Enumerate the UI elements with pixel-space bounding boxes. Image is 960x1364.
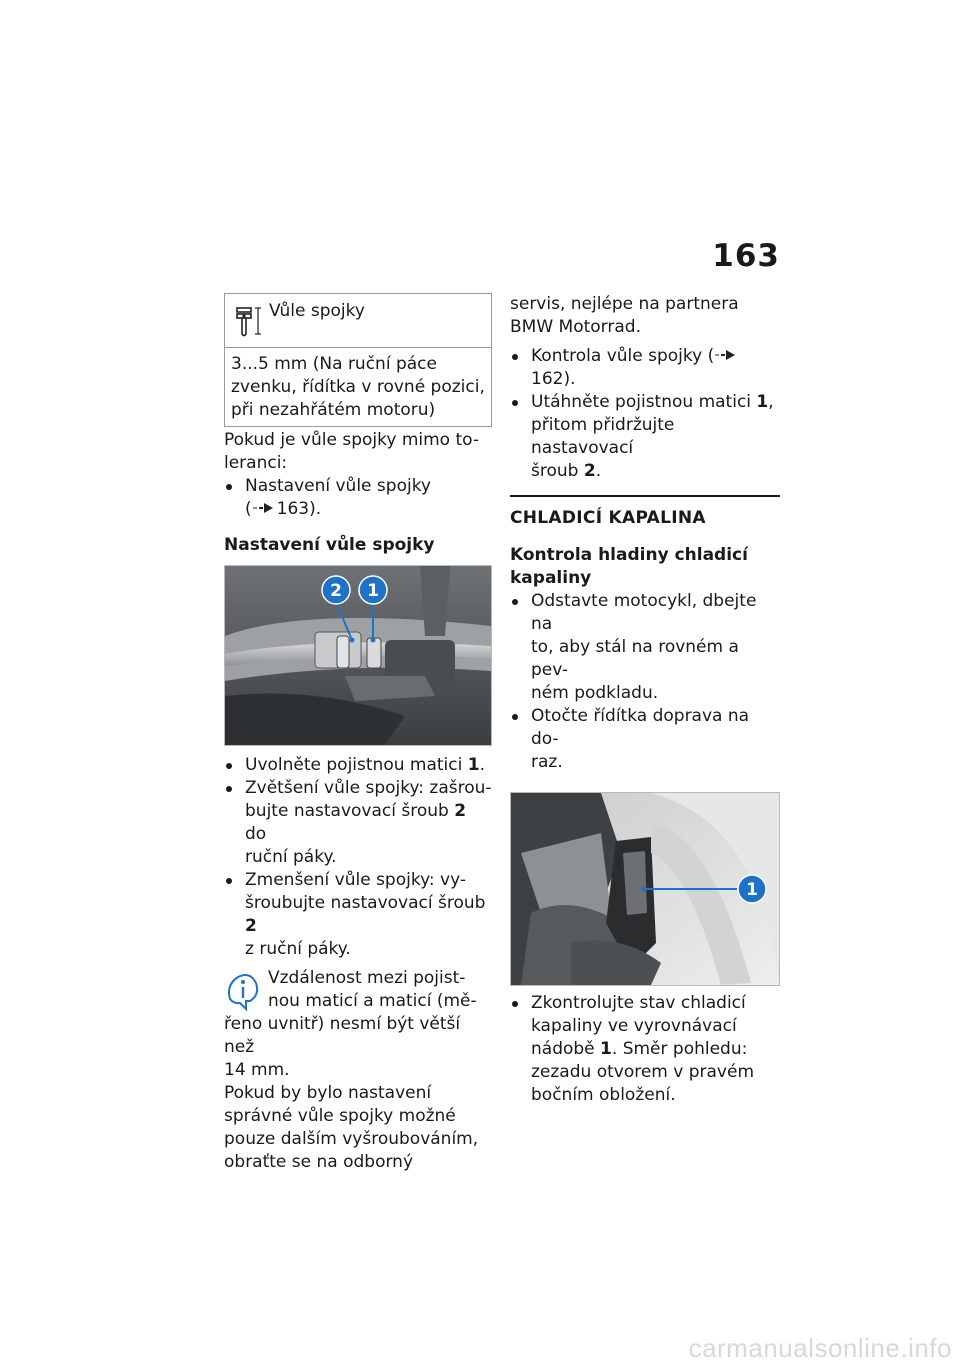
- continuation-text: [510, 293, 780, 339]
- list-item-text: Otočte řídítka doprava na do-: [531, 706, 750, 749]
- list-item-text: bočním obložení.: [531, 1085, 676, 1105]
- check-steps-list: [510, 345, 780, 483]
- subheading-line: Kontrola hladiny chladicí: [510, 545, 748, 565]
- list-item: [224, 777, 492, 869]
- callout-label: 2: [330, 581, 342, 601]
- list-item-text: šroubujte nastavovací šroub: [245, 893, 486, 913]
- list-item-text: přitom přidržujte nastavovací: [531, 415, 675, 458]
- list-item-text: Odstavte motocykl, dbejte na: [531, 591, 757, 634]
- list-item-text: šroub: [531, 461, 579, 481]
- list-item: [510, 345, 780, 391]
- coolant-steps-list: [510, 590, 780, 774]
- list-item-text: raz.: [531, 752, 563, 772]
- intro-line: Pokud je vůle spojky mimo to-: [224, 430, 479, 450]
- part-ref: 2: [245, 916, 257, 936]
- list-item-text: zezadu otvorem v pravém: [531, 1062, 755, 1082]
- list-item: Zkontrolujte stav chladicí kapaliny ve vyrovnávací nádobě 1. Směr pohledu: zezadu otvorem v pravém bočním obložení.: [510, 992, 780, 1107]
- right-column: [510, 293, 780, 1107]
- lever-gauge-icon: [225, 294, 269, 346]
- part-ref: 2: [583, 461, 596, 481]
- watermark: carmanualsonline.info: [688, 1333, 952, 1363]
- list-item-text: Kontrola vůle spojky (: [531, 346, 715, 366]
- list-item-text: Směr pohledu:: [622, 1039, 748, 1059]
- section-divider: [510, 495, 780, 497]
- part-ref: 1: [467, 755, 480, 775]
- list-item-text: Nastavení vůle spojky: [245, 476, 431, 496]
- spec-value-line: při nezahřátém motoru): [231, 400, 436, 420]
- clutch-play-spec-box: [224, 293, 492, 427]
- text-line: BMW Motorrad.: [510, 317, 641, 337]
- spec-value-line: zvenku, řídítka v rovné pozici,: [231, 377, 485, 397]
- info-icon: [224, 971, 260, 1011]
- callout-label: 1: [746, 880, 758, 900]
- page-reference[interactable]: ( 163).: [245, 499, 322, 519]
- note-text: nou maticí a maticí (mě-: [268, 991, 477, 1011]
- list-item-text: z ruční páky.: [245, 939, 351, 959]
- list-item: [510, 590, 780, 705]
- page-number: 163: [712, 238, 780, 274]
- list-item-text: Uvolněte pojistnou matici: [245, 755, 463, 775]
- info-note: [224, 967, 492, 1082]
- adjust-heading: Nastavení vůle spojky: [224, 535, 435, 555]
- clutch-lever-photo: [224, 565, 492, 746]
- part-ref: 1: [600, 1039, 612, 1059]
- spec-value: [225, 348, 491, 426]
- text-line: servis, nejlépe na partnera: [510, 294, 739, 314]
- spec-title: Vůle spojky: [269, 301, 365, 321]
- list-item: Utáhněte pojistnou matici 1, přitom přidržujte nastavovací šroub 2.: [510, 391, 780, 483]
- coolant-reservoir-photo: [510, 792, 780, 986]
- list-item-text: ruční páky.: [245, 847, 337, 867]
- callout-label: 1: [367, 581, 379, 601]
- page-ref-arrow-icon: [714, 349, 736, 361]
- list-item-text: to, aby stál na rovném a pev-: [531, 637, 739, 680]
- page-ref-number: 163).: [276, 499, 322, 519]
- outro-line: obraťte se na odborný: [224, 1152, 414, 1172]
- list-item-text: do: [245, 824, 267, 844]
- note-text: řeno uvnitř) nesmí být větší než: [224, 1014, 461, 1057]
- spec-header: [225, 294, 491, 348]
- left-column: [224, 293, 492, 1174]
- spec-value-line: 3...5 mm (Na ruční páce: [231, 354, 437, 374]
- list-item-text: Zkontrolujte stav chladicí: [531, 993, 746, 1013]
- list-item-text: nádobě: [531, 1039, 595, 1059]
- intro-text: [224, 429, 492, 475]
- part-ref: 2: [454, 801, 467, 821]
- list-item-text: Utáhněte pojistnou matici: [531, 392, 752, 412]
- part-ref: 1: [756, 392, 769, 412]
- page-ref-number: 162).: [531, 369, 576, 389]
- list-item: Uvolněte pojistnou matici 1.: [224, 754, 492, 777]
- list-item-text: bujte nastavovací šroub: [245, 801, 449, 821]
- adjust-steps-list: [224, 754, 492, 961]
- list-item-text: kapaliny ve vyrovnávací: [531, 1016, 737, 1036]
- coolant-check-list: [510, 992, 780, 1107]
- page-ref-arrow-icon: [252, 502, 274, 514]
- note-text: Vzdálenost mezi pojist-: [268, 968, 466, 988]
- list-item: [510, 705, 780, 774]
- note-text: 14 mm.: [224, 1060, 290, 1080]
- list-item-text: Zvětšení vůle spojky: zašrou-: [245, 778, 492, 798]
- intro-list: [224, 475, 492, 521]
- outro-text: [224, 1082, 492, 1174]
- list-item-text: Zmenšení vůle spojky: vy-: [245, 870, 466, 890]
- subheading-line: kapaliny: [510, 568, 592, 588]
- section-title: CHLADICÍ KAPALINA: [510, 508, 706, 528]
- list-item-text: ném podkladu.: [531, 683, 659, 703]
- list-item: [224, 475, 492, 521]
- outro-line: Pokud by bylo nastavení: [224, 1083, 432, 1103]
- list-item: [224, 869, 492, 961]
- outro-line: pouze dalším vyšroubováním,: [224, 1129, 479, 1149]
- outro-line: správné vůle spojky možné: [224, 1106, 456, 1126]
- intro-line: leranci:: [224, 453, 288, 473]
- subheading: [510, 544, 780, 590]
